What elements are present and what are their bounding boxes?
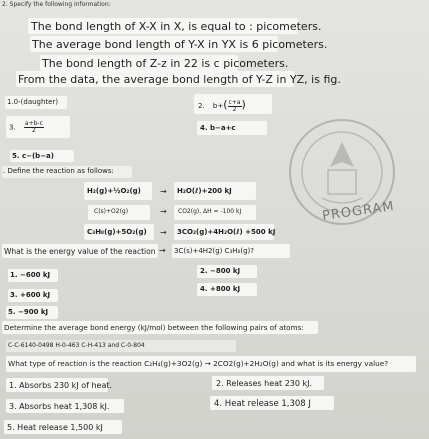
q1-option-4[interactable]: 4. b−a+c xyxy=(200,124,236,132)
arrow-icon: → xyxy=(160,187,167,196)
q3-prompt: Determine the average bond energy (kJ/mol) between the following pairs of atoms: xyxy=(4,323,304,332)
q1-option-2[interactable]: 2. b+( $\frac{c+a}{2}$ ) xyxy=(198,98,246,113)
arrow-icon: → xyxy=(159,246,166,255)
watermark-text: PROGRAM xyxy=(321,199,396,224)
q2-option-1[interactable]: 1. −600 kJ xyxy=(10,271,51,279)
q3-option-4[interactable]: 4. Heat release 1,308 J xyxy=(214,399,311,409)
statement-3: The bond length of Z-z in 22 is c picometers. xyxy=(42,57,289,70)
define-label: . Define the reaction as follows: xyxy=(3,167,114,175)
reaction-1-right: H₂O(ℓ)+200 kJ xyxy=(177,187,232,195)
fraction: $\frac{c+a}{2}$ xyxy=(228,98,241,113)
reaction-3-left: C₃H₈(g)+5O₂(g) xyxy=(87,228,147,236)
q2-option-3[interactable]: 3. +600 kJ xyxy=(10,291,51,299)
arrow-icon: → xyxy=(160,228,167,237)
statement-2: The average bond length of Y-X in YX is 6 picometers. xyxy=(32,38,328,51)
statement-1: The bond length of X-X in X, is equal to : picometers. xyxy=(31,20,322,33)
q2-question-reaction: 3C(s)+4H2(g) C₃H₈(g)? xyxy=(174,247,255,255)
reaction-3-right: 3CO₂(g)+4H₂O(ℓ) +500 kJ xyxy=(177,228,276,236)
instruction-header: 2. Specify the following information: xyxy=(2,1,111,8)
q2-option-5[interactable]: 5. −900 kJ xyxy=(8,308,49,316)
q3-option-3[interactable]: 3. Absorbs heat 1,308 kJ. xyxy=(9,402,110,411)
reaction-2-right: CO2(g), ΔH = -100 kJ xyxy=(178,208,242,215)
q3-bond-list: C-C-6140-0498 H-0-463 C-H-413 and C-0-804 xyxy=(8,342,145,349)
q1-option-1[interactable]: 1.0-(daughter) xyxy=(7,98,59,106)
q1-option-5[interactable]: 5. c−(b−a) xyxy=(12,152,54,160)
q3-option-5[interactable]: 5. Heat release 1,500 kJ xyxy=(7,423,103,432)
q3-option-1[interactable]: 1. Absorbs 230 kJ of heat. xyxy=(9,381,113,390)
q2-option-4[interactable]: 4. +800 kJ xyxy=(200,285,241,293)
q2-option-2[interactable]: 2. −800 kJ xyxy=(200,267,241,275)
reaction-1-left: H₂(g)+½O₂(g) xyxy=(87,187,141,195)
q3-question: What type of reaction is the reaction C₂H₄(g)+3O2(g) → 2CO2(g)+2H₂O(g) and what is its energy value? xyxy=(8,359,389,368)
fraction: $\frac{a+b-c}{2}$ xyxy=(24,120,43,134)
statement-4: From the data, the average bond length of Y-Z in YZ, is fig. xyxy=(18,73,341,86)
q3-option-2[interactable]: 2. Releases heat 230 kJ. xyxy=(216,379,313,388)
arrow-icon: → xyxy=(160,207,167,216)
q2-question: What is the energy value of the reaction xyxy=(4,247,156,256)
q1-option-3[interactable]: 3. $\frac{a+b-c}{2}$ xyxy=(9,120,43,134)
reaction-2-left: C(s)+O2(g) xyxy=(94,208,129,215)
